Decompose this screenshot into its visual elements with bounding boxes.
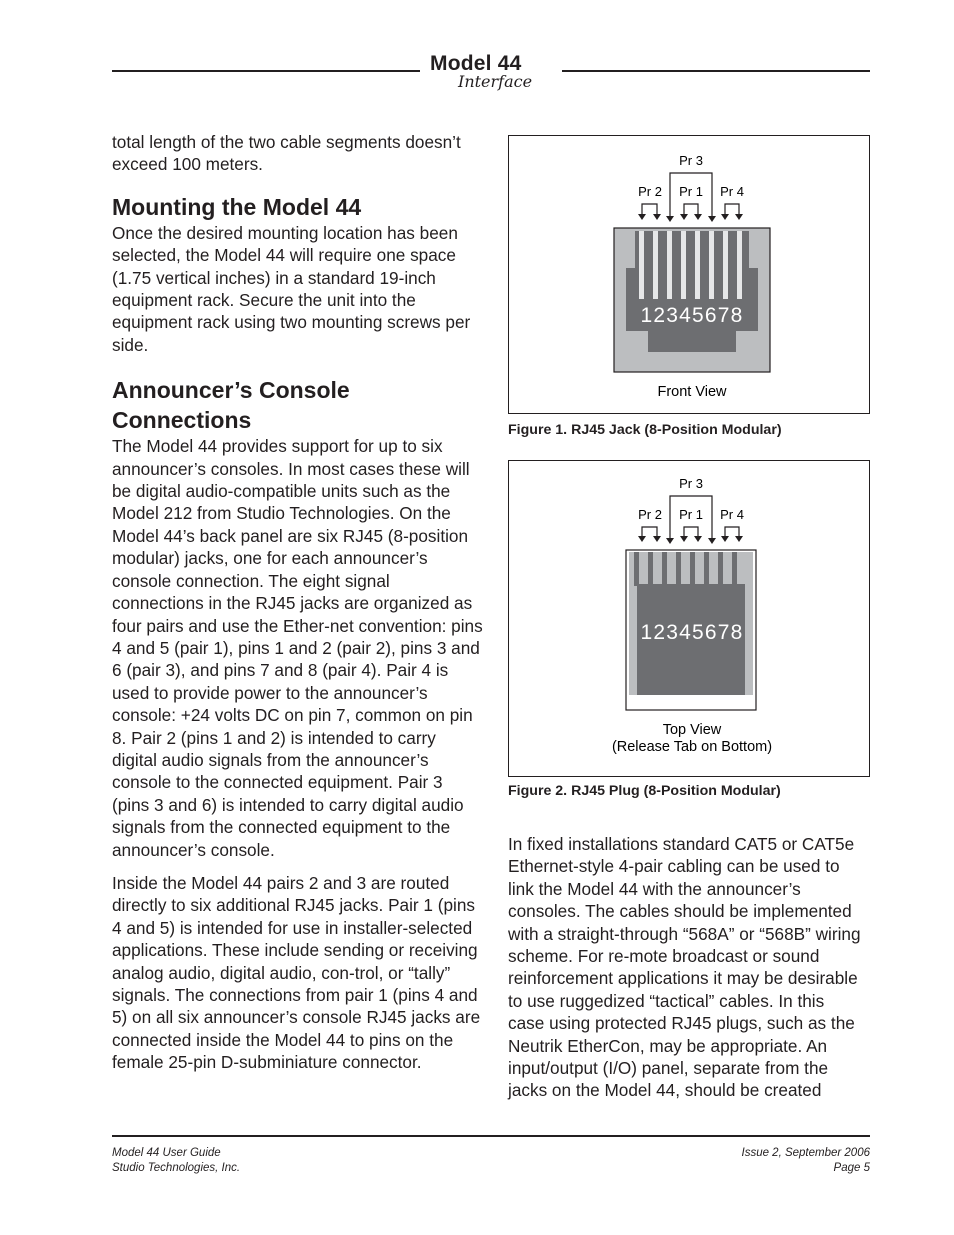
fig1-label-pr4: Pr 4 bbox=[720, 184, 744, 199]
fig2-view-label-line2: (Release Tab on Bottom) bbox=[611, 739, 773, 755]
footer-issue: Issue 2, September 2006 bbox=[741, 1147, 870, 1159]
fig1-contact-area bbox=[635, 231, 749, 281]
mounting-paragraph: Once the desired mounting location has been selected, the Model 44 will require one space (1.75 vertical inches) in a standard 19-inch equipment rack. Secure the unit into the equipment rack using two mounting screws per side. bbox=[112, 222, 471, 355]
fig2-label-pr3: Pr 3 bbox=[679, 476, 703, 491]
fig2-label-pr4: Pr 4 bbox=[720, 507, 744, 522]
figure1-caption: Figure 1. RJ45 Jack (8-Position Modular) bbox=[508, 422, 782, 438]
header-rule-left bbox=[112, 70, 420, 72]
footer-page-number: Page 5 bbox=[833, 1161, 870, 1174]
figure2-caption: Figure 2. RJ45 Plug (8-Position Modular) bbox=[508, 783, 781, 799]
fig2-label-pr1: Pr 1 bbox=[679, 507, 703, 522]
fig1-view-label: Front View bbox=[657, 384, 727, 400]
console-paragraph-1: The Model 44 provides support for up to six announcer’s consoles. In most cases these will be digital audio-compatible units such as the Model 212 from Studio Technologies. On the Model 44’s back panel are six RJ45 (8-position modular) jacks, one for each announcer’s console connection. The eight signal connections in the RJ45 jacks are organized as four pairs and use the Ether-net convention: pins 4 and 5 (pair 1), pins 1 and 2 (pair 2), pins 3 and 6 (pair 3), and pins 7 and 8 (pair 4). Pair 4 is used to provide power to the announcer’s console: +24 volts DC on pin 7, common on pin 8. Pair 2 (pins 1 and 2) is intended to carry digital audio signals from the announcer’s console to the connected equipment. Pair 3 (pins 3 and 6) is intended to carry digital audio signals from the connected equipment to the announcer’s console. bbox=[112, 436, 483, 860]
section-heading-console-line1: Announcer’s Console bbox=[112, 377, 350, 404]
figure2-box bbox=[508, 460, 870, 777]
fig2-pin-arrows bbox=[638, 536, 743, 544]
fig1-label-pr1: Pr 1 bbox=[679, 184, 703, 199]
footer-company: Studio Technologies, Inc. bbox=[112, 1161, 241, 1174]
fig1-label-pr2: Pr 2 bbox=[638, 184, 662, 199]
logo-title: Model 44 bbox=[430, 52, 522, 75]
console-paragraph-2: Inside the Model 44 pairs 2 and 3 are routed directly to six additional RJ45 jacks. Pair 1 (pins 4 and 5) is intended for use in installer-selected applications. These include sending or receiving analog audio, digital audio, con-trol, or “tally” signals. The connections from pair 1 (pins 4 and 5) on all six announcer’s console RJ45 jacks are connected inside the Model 44 to pins on the female 25-pin D-subminiature connector. bbox=[112, 872, 481, 1073]
footer-guide-title: Model 44 User Guide bbox=[112, 1147, 221, 1159]
fig2-view-label-line1: Top View bbox=[662, 722, 722, 738]
footer-left bbox=[112, 1146, 240, 1175]
fig1-pin-numbers: 12345678 bbox=[640, 304, 744, 327]
fig2-label-pr2: Pr 2 bbox=[638, 507, 662, 522]
section-heading-mounting: Mounting the Model 44 bbox=[112, 193, 362, 220]
right-column bbox=[508, 833, 862, 1102]
fig1-label-pr3: Pr 3 bbox=[679, 153, 703, 168]
rj45-jack-diagram bbox=[509, 136, 869, 413]
section-heading-console-line2: Connections bbox=[112, 407, 252, 434]
left-column bbox=[112, 131, 484, 1074]
fig2-pin-numbers: 12345678 bbox=[640, 621, 744, 644]
fig1-pin-arrows bbox=[638, 214, 743, 222]
footer-right bbox=[742, 1146, 871, 1175]
cabling-paragraph: In fixed installations standard CAT5 or CAT5e Ethernet-style 4-pair cabling can be used to link the Model 44 with the announcer’s consoles. The cables should be implemented with a straight-through “568A” or “568B” wiring scheme. For re-mote broadcast or sound reinforcement applications it may be desirable to use ruggedized “tactical” cables. In this case using protected RJ45 plugs, such as the Neutrik EtherCon, may be appropriate. An input/output (I/O) panel, separate from the jacks on the Model 44, should be created bbox=[508, 834, 861, 1101]
figure1-box bbox=[508, 135, 870, 414]
logo-subtitle: Interface bbox=[458, 72, 533, 91]
header-rule-right bbox=[562, 70, 870, 72]
intro-paragraph: total length of the two cable segments doesn’t exceed 100 meters. bbox=[112, 132, 461, 175]
rj45-plug-diagram bbox=[509, 461, 869, 776]
footer-rule bbox=[112, 1135, 870, 1137]
